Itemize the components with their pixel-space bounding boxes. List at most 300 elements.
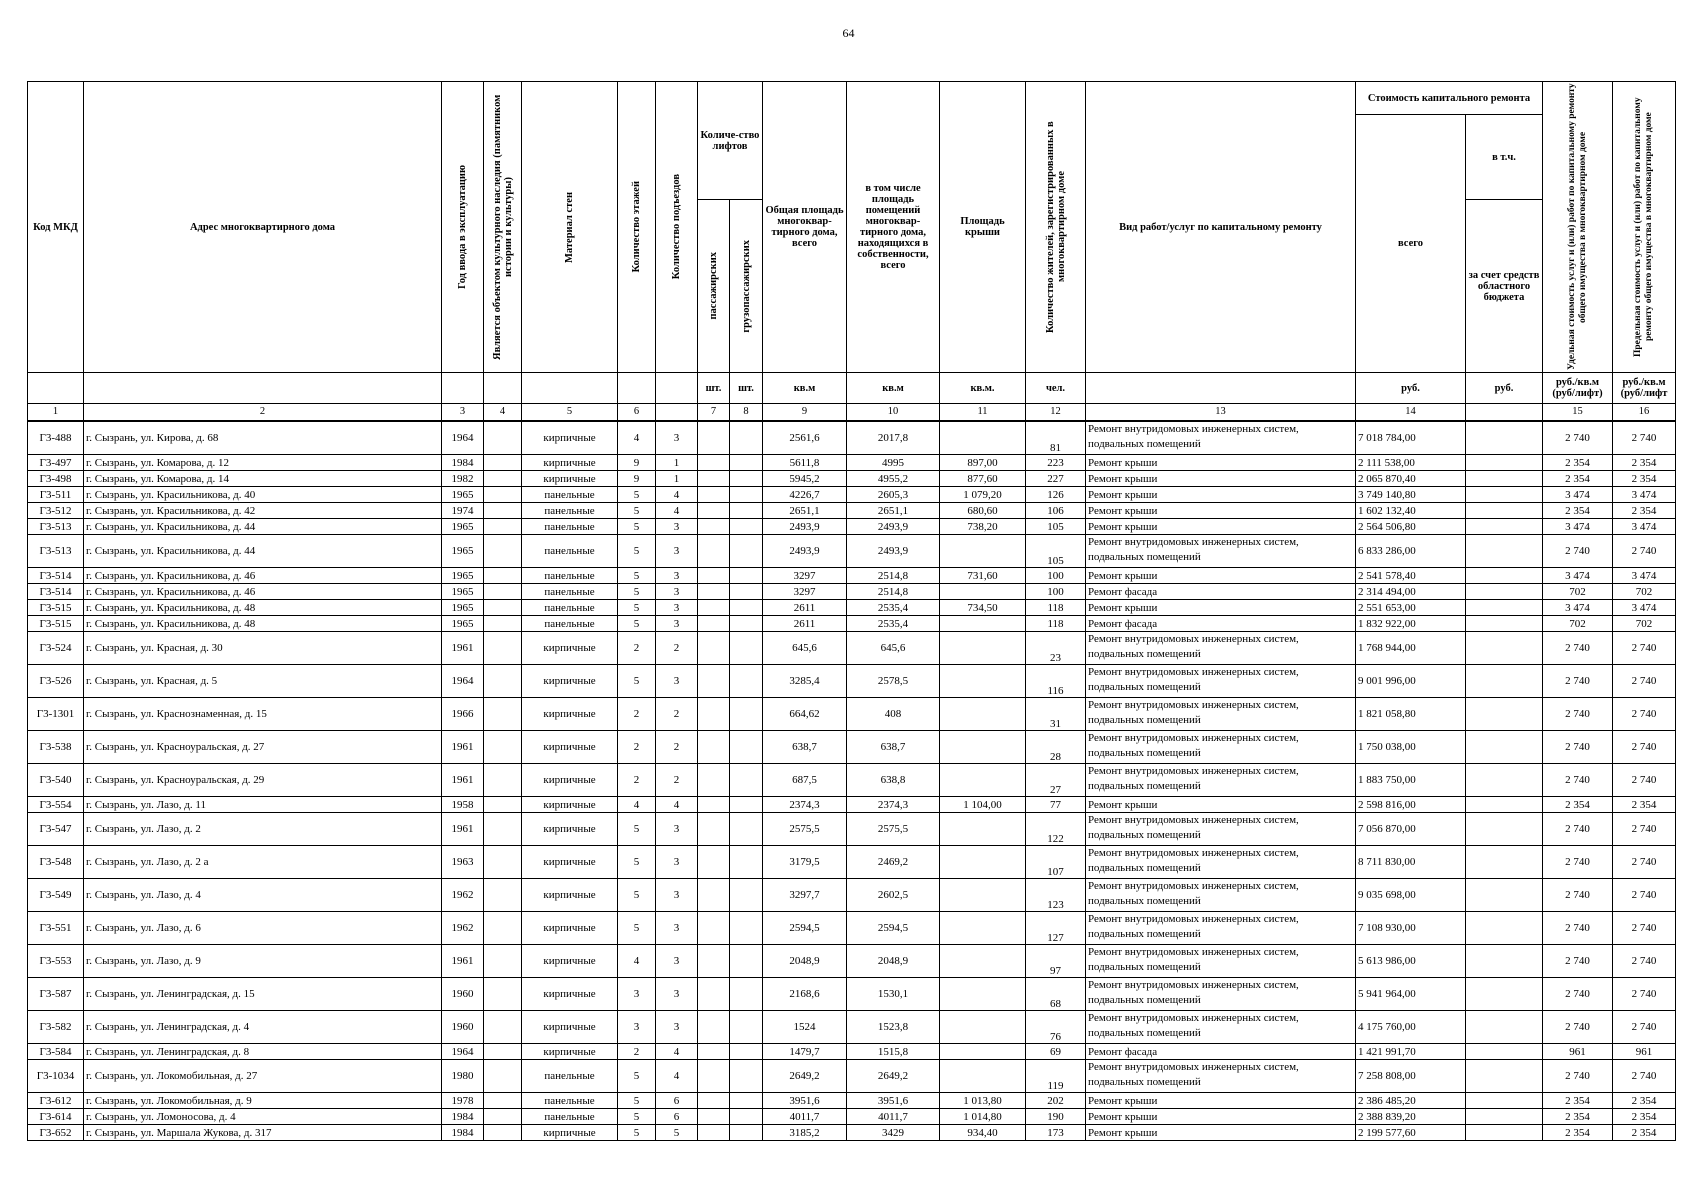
cell-roof-area xyxy=(940,813,1026,846)
table-row xyxy=(28,503,1676,519)
cell-lifts-cargo xyxy=(730,1044,763,1060)
table-row xyxy=(28,912,1676,945)
cell-max-cost: 3 474 xyxy=(1613,519,1676,535)
unit-floors xyxy=(618,373,656,404)
cell-residents: 31 xyxy=(1026,698,1086,731)
cell-floors: 2 xyxy=(618,632,656,665)
cell-roof-area: 897,00 xyxy=(940,455,1026,471)
cell-wall: кирпичные xyxy=(522,1125,618,1141)
cell-code: Г3-498 xyxy=(28,471,84,487)
cell-heritage xyxy=(484,471,522,487)
header-roof-area: Площадь крыши xyxy=(940,82,1026,373)
cell-unit-cost: 2 354 xyxy=(1543,1109,1613,1125)
cell-cost-regional xyxy=(1466,1125,1543,1141)
cell-address: г. Сызрань, ул. Лазо, д. 6 xyxy=(84,912,442,945)
cell-wall: кирпичные xyxy=(522,797,618,813)
colnum-6: 6 xyxy=(618,404,656,422)
unit-owned-area: кв.м xyxy=(847,373,940,404)
cell-lifts-passenger xyxy=(698,797,730,813)
cell-lifts-passenger xyxy=(698,487,730,503)
cell-code: Г3-614 xyxy=(28,1109,84,1125)
cell-code: Г3-511 xyxy=(28,487,84,503)
cell-total-area: 687,5 xyxy=(763,764,847,797)
cell-floors: 9 xyxy=(618,455,656,471)
cell-wall: кирпичные xyxy=(522,879,618,912)
cell-heritage xyxy=(484,665,522,698)
cell-heritage xyxy=(484,945,522,978)
cell-cost-regional xyxy=(1466,945,1543,978)
unit-year xyxy=(442,373,484,404)
table-row xyxy=(28,879,1676,912)
cell-cost-total: 2 111 538,00 xyxy=(1356,455,1466,471)
cell-wall: панельные xyxy=(522,584,618,600)
cell-lifts-cargo xyxy=(730,797,763,813)
cell-residents: 223 xyxy=(1026,455,1086,471)
cell-wall: кирпичные xyxy=(522,978,618,1011)
cell-cost-total: 2 598 816,00 xyxy=(1356,797,1466,813)
cell-max-cost: 2 740 xyxy=(1613,846,1676,879)
header-wall xyxy=(522,82,618,373)
cell-cost-regional xyxy=(1466,978,1543,1011)
cell-year: 1984 xyxy=(442,1109,484,1125)
cell-wall: панельные xyxy=(522,1109,618,1125)
cell-cost-regional xyxy=(1466,731,1543,764)
table-row xyxy=(28,764,1676,797)
cell-wall: панельные xyxy=(522,1060,618,1093)
cell-year: 1963 xyxy=(442,846,484,879)
cell-owned-area: 3951,6 xyxy=(847,1093,940,1109)
table-row xyxy=(28,1044,1676,1060)
header-owned-area: в том числе площадь помещений многоквар-тирного дома, находящихся в собственности, всего xyxy=(847,82,940,373)
cell-max-cost: 2 740 xyxy=(1613,535,1676,568)
table-row xyxy=(28,487,1676,503)
cell-residents: 100 xyxy=(1026,568,1086,584)
column-numbers-row xyxy=(28,404,1676,422)
cell-owned-area: 2017,8 xyxy=(847,421,940,455)
cell-address: г. Сызрань, ул. Красильникова, д. 46 xyxy=(84,568,442,584)
cell-cost-regional xyxy=(1466,665,1543,698)
unit-residents: чел. xyxy=(1026,373,1086,404)
cell-unit-cost: 2 740 xyxy=(1543,978,1613,1011)
cell-owned-area: 2514,8 xyxy=(847,584,940,600)
unit-lifts-cargo: шт. xyxy=(730,373,763,404)
cell-unit-cost: 2 740 xyxy=(1543,945,1613,978)
cell-work: Ремонт внутридомовых инженерных систем, подвальных помещений xyxy=(1086,731,1356,764)
cell-floors: 5 xyxy=(618,584,656,600)
cell-total-area: 1524 xyxy=(763,1011,847,1044)
cell-address: г. Сызрань, ул. Красильникова, д. 42 xyxy=(84,503,442,519)
cell-cost-regional xyxy=(1466,600,1543,616)
cell-code: Г3-587 xyxy=(28,978,84,1011)
header-heritage xyxy=(484,82,522,373)
cell-work: Ремонт крыши xyxy=(1086,503,1356,519)
cell-owned-area: 2469,2 xyxy=(847,846,940,879)
cell-year: 1960 xyxy=(442,978,484,1011)
cell-cost-regional xyxy=(1466,487,1543,503)
cell-total-area: 3297,7 xyxy=(763,879,847,912)
cell-owned-area: 2651,1 xyxy=(847,503,940,519)
cell-unit-cost: 2 740 xyxy=(1543,731,1613,764)
cell-year: 1961 xyxy=(442,945,484,978)
cell-max-cost: 2 740 xyxy=(1613,731,1676,764)
cell-max-cost: 2 354 xyxy=(1613,503,1676,519)
cell-unit-cost: 3 474 xyxy=(1543,487,1613,503)
cell-cost-regional xyxy=(1466,535,1543,568)
cell-floors: 4 xyxy=(618,421,656,455)
table-row xyxy=(28,665,1676,698)
cell-total-area: 5945,2 xyxy=(763,471,847,487)
cell-entrances: 3 xyxy=(656,813,698,846)
cell-lifts-passenger xyxy=(698,600,730,616)
cell-cost-total: 1 421 991,70 xyxy=(1356,1044,1466,1060)
cell-cost-regional xyxy=(1466,632,1543,665)
cell-year: 1974 xyxy=(442,503,484,519)
cell-cost-total: 1 883 750,00 xyxy=(1356,764,1466,797)
colnum-11: 11 xyxy=(940,404,1026,422)
cell-residents: 105 xyxy=(1026,519,1086,535)
cell-entrances: 3 xyxy=(656,665,698,698)
cell-unit-cost: 2 354 xyxy=(1543,455,1613,471)
cell-residents: 119 xyxy=(1026,1060,1086,1093)
cell-owned-area: 1530,1 xyxy=(847,978,940,1011)
cell-residents: 123 xyxy=(1026,879,1086,912)
header-heritage-text: Является объектом культурного наследия (памятником истории и культуры) xyxy=(491,94,514,360)
cell-work: Ремонт крыши xyxy=(1086,797,1356,813)
cell-unit-cost: 702 xyxy=(1543,616,1613,632)
colnum-13: 13 xyxy=(1086,404,1356,422)
table-body xyxy=(28,421,1676,1141)
cell-work: Ремонт внутридомовых инженерных систем, подвальных помещений xyxy=(1086,1011,1356,1044)
cell-code: Г3-497 xyxy=(28,455,84,471)
cell-address: г. Сызрань, ул. Лазо, д. 4 xyxy=(84,879,442,912)
cell-entrances: 1 xyxy=(656,455,698,471)
cell-cost-regional xyxy=(1466,698,1543,731)
cell-cost-regional xyxy=(1466,879,1543,912)
cell-unit-cost: 2 740 xyxy=(1543,1011,1613,1044)
cell-entrances: 3 xyxy=(656,978,698,1011)
cell-year: 1965 xyxy=(442,616,484,632)
cell-year: 1958 xyxy=(442,797,484,813)
cell-entrances: 2 xyxy=(656,632,698,665)
cell-residents: 97 xyxy=(1026,945,1086,978)
cell-lifts-passenger xyxy=(698,616,730,632)
cell-work: Ремонт фасада xyxy=(1086,616,1356,632)
cell-work: Ремонт внутридомовых инженерных систем, подвальных помещений xyxy=(1086,665,1356,698)
cell-cost-regional xyxy=(1466,584,1543,600)
cell-year: 1962 xyxy=(442,912,484,945)
cell-floors: 3 xyxy=(618,978,656,1011)
cell-year: 1965 xyxy=(442,487,484,503)
cell-work: Ремонт крыши xyxy=(1086,487,1356,503)
cell-unit-cost: 2 740 xyxy=(1543,764,1613,797)
cell-owned-area: 2514,8 xyxy=(847,568,940,584)
cell-lifts-cargo xyxy=(730,600,763,616)
cell-max-cost: 702 xyxy=(1613,584,1676,600)
cell-heritage xyxy=(484,503,522,519)
cell-heritage xyxy=(484,1109,522,1125)
cell-unit-cost: 2 354 xyxy=(1543,1125,1613,1141)
cell-entrances: 3 xyxy=(656,535,698,568)
cell-max-cost: 2 354 xyxy=(1613,1125,1676,1141)
cell-owned-area: 4995 xyxy=(847,455,940,471)
cell-owned-area: 2649,2 xyxy=(847,1060,940,1093)
cell-lifts-passenger xyxy=(698,471,730,487)
cell-year: 1965 xyxy=(442,568,484,584)
table-row xyxy=(28,813,1676,846)
cell-wall: кирпичные xyxy=(522,471,618,487)
page-number: 64 xyxy=(842,26,855,40)
cell-cost-regional xyxy=(1466,503,1543,519)
cell-floors: 5 xyxy=(618,879,656,912)
cell-code: Г3-1301 xyxy=(28,698,84,731)
cell-work: Ремонт крыши xyxy=(1086,1093,1356,1109)
cell-heritage xyxy=(484,764,522,797)
table-row xyxy=(28,616,1676,632)
cell-code: Г3-538 xyxy=(28,731,84,764)
cell-wall: кирпичные xyxy=(522,421,618,455)
cell-year: 1982 xyxy=(442,471,484,487)
cell-entrances: 3 xyxy=(656,600,698,616)
header-entrances xyxy=(656,82,698,373)
cell-code: Г3-612 xyxy=(28,1093,84,1109)
table-row xyxy=(28,1011,1676,1044)
cell-wall: панельные xyxy=(522,600,618,616)
cell-cost-total: 1 832 922,00 xyxy=(1356,616,1466,632)
cell-year: 1961 xyxy=(442,632,484,665)
cell-lifts-passenger xyxy=(698,665,730,698)
cell-wall: панельные xyxy=(522,616,618,632)
unit-roof-area: кв.м. xyxy=(940,373,1026,404)
cell-unit-cost: 2 740 xyxy=(1543,1060,1613,1093)
unit-heritage xyxy=(484,373,522,404)
cell-work: Ремонт внутридомовых инженерных систем, подвальных помещений xyxy=(1086,1060,1356,1093)
cell-residents: 28 xyxy=(1026,731,1086,764)
cell-work: Ремонт внутридомовых инженерных систем, подвальных помещений xyxy=(1086,879,1356,912)
cell-total-area: 2048,9 xyxy=(763,945,847,978)
cell-cost-regional xyxy=(1466,1011,1543,1044)
cell-work: Ремонт внутридомовых инженерных систем, подвальных помещений xyxy=(1086,912,1356,945)
cell-cost-total: 7 018 784,00 xyxy=(1356,421,1466,455)
cell-residents: 69 xyxy=(1026,1044,1086,1060)
cell-heritage xyxy=(484,1044,522,1060)
cell-heritage xyxy=(484,616,522,632)
cell-code: Г3-515 xyxy=(28,600,84,616)
cell-residents: 100 xyxy=(1026,584,1086,600)
cell-floors: 5 xyxy=(618,1060,656,1093)
cell-heritage xyxy=(484,846,522,879)
cell-max-cost: 3 474 xyxy=(1613,600,1676,616)
cell-owned-area: 1523,8 xyxy=(847,1011,940,1044)
cell-address: г. Сызрань, ул. Кирова, д. 68 xyxy=(84,421,442,455)
header-year-text: Год ввода в эксплуатацию xyxy=(457,164,468,290)
unit-total-area: кв.м xyxy=(763,373,847,404)
cell-max-cost: 2 740 xyxy=(1613,912,1676,945)
cell-work: Ремонт крыши xyxy=(1086,1125,1356,1141)
header-entrances-text: Количество подъездов xyxy=(671,174,682,280)
cell-wall: кирпичные xyxy=(522,945,618,978)
cell-lifts-cargo xyxy=(730,764,763,797)
cell-max-cost: 702 xyxy=(1613,616,1676,632)
cell-wall: панельные xyxy=(522,503,618,519)
header-residents xyxy=(1026,82,1086,373)
cell-total-area: 2493,9 xyxy=(763,519,847,535)
cell-heritage xyxy=(484,1011,522,1044)
unit-wall xyxy=(522,373,618,404)
cell-cost-total: 2 314 494,00 xyxy=(1356,584,1466,600)
cell-wall: панельные xyxy=(522,519,618,535)
cell-address: г. Сызрань, ул. Красная, д. 30 xyxy=(84,632,442,665)
cell-cost-total: 1 602 132,40 xyxy=(1356,503,1466,519)
cell-unit-cost: 2 740 xyxy=(1543,813,1613,846)
cell-owned-area: 2493,9 xyxy=(847,519,940,535)
cell-lifts-cargo xyxy=(730,1125,763,1141)
header-lifts-cargo xyxy=(730,200,763,373)
cell-entrances: 6 xyxy=(656,1093,698,1109)
cell-address: г. Сызрань, ул. Красильникова, д. 44 xyxy=(84,519,442,535)
cell-code: Г3-512 xyxy=(28,503,84,519)
unit-cost-regional: руб. xyxy=(1466,373,1543,404)
cell-roof-area xyxy=(940,846,1026,879)
cell-cost-total: 2 551 653,00 xyxy=(1356,600,1466,616)
cell-max-cost: 2 354 xyxy=(1613,471,1676,487)
cell-code: Г3-540 xyxy=(28,764,84,797)
cell-unit-cost: 2 354 xyxy=(1543,797,1613,813)
cell-lifts-passenger xyxy=(698,978,730,1011)
cell-lifts-passenger xyxy=(698,698,730,731)
cell-entrances: 6 xyxy=(656,1109,698,1125)
cell-owned-area: 645,6 xyxy=(847,632,940,665)
table-row xyxy=(28,568,1676,584)
cell-lifts-passenger xyxy=(698,879,730,912)
cell-owned-area: 2493,9 xyxy=(847,535,940,568)
cell-heritage xyxy=(484,978,522,1011)
cell-floors: 5 xyxy=(618,846,656,879)
cell-entrances: 3 xyxy=(656,519,698,535)
cell-heritage xyxy=(484,535,522,568)
cell-lifts-cargo xyxy=(730,1109,763,1125)
cell-year: 1984 xyxy=(442,455,484,471)
cell-residents: 107 xyxy=(1026,846,1086,879)
cell-cost-regional xyxy=(1466,1109,1543,1125)
cell-max-cost: 2 740 xyxy=(1613,879,1676,912)
cell-entrances: 4 xyxy=(656,503,698,519)
cell-year: 1984 xyxy=(442,1125,484,1141)
cell-year: 1965 xyxy=(442,535,484,568)
cell-owned-area: 2374,3 xyxy=(847,797,940,813)
cell-year: 1961 xyxy=(442,764,484,797)
cell-cost-total: 5 941 964,00 xyxy=(1356,978,1466,1011)
cell-roof-area xyxy=(940,1060,1026,1093)
cell-roof-area: 1 014,80 xyxy=(940,1109,1026,1125)
cell-owned-area: 2575,5 xyxy=(847,813,940,846)
cell-roof-area xyxy=(940,1011,1026,1044)
cell-owned-area: 2048,9 xyxy=(847,945,940,978)
unit-lifts-passenger: шт. xyxy=(698,373,730,404)
capital-repair-table xyxy=(27,81,1676,1141)
cell-wall: кирпичные xyxy=(522,455,618,471)
cell-floors: 2 xyxy=(618,698,656,731)
cell-lifts-cargo xyxy=(730,1093,763,1109)
cell-residents: 76 xyxy=(1026,1011,1086,1044)
cell-address: г. Сызрань, ул. Лазо, д. 2 а xyxy=(84,846,442,879)
cell-total-area: 3297 xyxy=(763,584,847,600)
cell-code: Г3-554 xyxy=(28,797,84,813)
table-row xyxy=(28,731,1676,764)
cell-lifts-passenger xyxy=(698,519,730,535)
cell-max-cost: 2 354 xyxy=(1613,455,1676,471)
cell-owned-area: 408 xyxy=(847,698,940,731)
cell-residents: 190 xyxy=(1026,1109,1086,1125)
cell-heritage xyxy=(484,455,522,471)
cell-total-area: 2611 xyxy=(763,616,847,632)
cell-year: 1961 xyxy=(442,813,484,846)
cell-address: г. Сызрань, ул. Ломоносова, д. 4 xyxy=(84,1109,442,1125)
cell-cost-total: 7 108 930,00 xyxy=(1356,912,1466,945)
cell-cost-total: 2 065 870,40 xyxy=(1356,471,1466,487)
cell-entrances: 5 xyxy=(656,1125,698,1141)
cell-roof-area xyxy=(940,945,1026,978)
cell-max-cost: 2 740 xyxy=(1613,421,1676,455)
cell-lifts-passenger xyxy=(698,421,730,455)
cell-address: г. Сызрань, ул. Комарова, д. 14 xyxy=(84,471,442,487)
cell-lifts-cargo xyxy=(730,912,763,945)
cell-max-cost: 2 740 xyxy=(1613,764,1676,797)
cell-lifts-cargo xyxy=(730,503,763,519)
cell-unit-cost: 2 354 xyxy=(1543,1093,1613,1109)
cell-total-area: 1479,7 xyxy=(763,1044,847,1060)
cell-roof-area xyxy=(940,421,1026,455)
cell-roof-area xyxy=(940,632,1026,665)
cell-total-area: 2649,2 xyxy=(763,1060,847,1093)
cell-roof-area: 877,60 xyxy=(940,471,1026,487)
cell-total-area: 3179,5 xyxy=(763,846,847,879)
cell-wall: кирпичные xyxy=(522,632,618,665)
cell-lifts-cargo xyxy=(730,879,763,912)
cell-address: г. Сызрань, ул. Локомобильная, д. 9 xyxy=(84,1093,442,1109)
cell-cost-total: 1 821 058,80 xyxy=(1356,698,1466,731)
cell-lifts-cargo xyxy=(730,487,763,503)
cell-entrances: 2 xyxy=(656,764,698,797)
cell-year: 1964 xyxy=(442,1044,484,1060)
cell-work: Ремонт внутридомовых инженерных систем, подвальных помещений xyxy=(1086,535,1356,568)
cell-floors: 5 xyxy=(618,600,656,616)
cell-code: Г3-514 xyxy=(28,584,84,600)
cell-cost-total: 1 768 944,00 xyxy=(1356,632,1466,665)
cell-entrances: 3 xyxy=(656,616,698,632)
cell-lifts-passenger xyxy=(698,535,730,568)
cell-wall: панельные xyxy=(522,568,618,584)
cell-year: 1965 xyxy=(442,600,484,616)
cell-floors: 5 xyxy=(618,1093,656,1109)
header-max-cost-text: Предельная стоимость услуг и (или) работ по капитальному ремонту общего имущества в многоквартирном доме xyxy=(1633,97,1655,357)
cell-lifts-passenger xyxy=(698,1060,730,1093)
cell-heritage xyxy=(484,912,522,945)
cell-lifts-cargo xyxy=(730,519,763,535)
cell-year: 1966 xyxy=(442,698,484,731)
cell-max-cost: 3 474 xyxy=(1613,568,1676,584)
unit-cost-total: руб. xyxy=(1356,373,1466,404)
header-wall-text: Материал стен xyxy=(564,191,575,263)
cell-lifts-cargo xyxy=(730,698,763,731)
cell-lifts-passenger xyxy=(698,945,730,978)
cell-year: 1978 xyxy=(442,1093,484,1109)
cell-address: г. Сызрань, ул. Краснознаменная, д. 15 xyxy=(84,698,442,731)
cell-lifts-cargo xyxy=(730,731,763,764)
cell-roof-area xyxy=(940,616,1026,632)
cell-lifts-cargo xyxy=(730,665,763,698)
table-row xyxy=(28,846,1676,879)
cell-total-area: 2651,1 xyxy=(763,503,847,519)
